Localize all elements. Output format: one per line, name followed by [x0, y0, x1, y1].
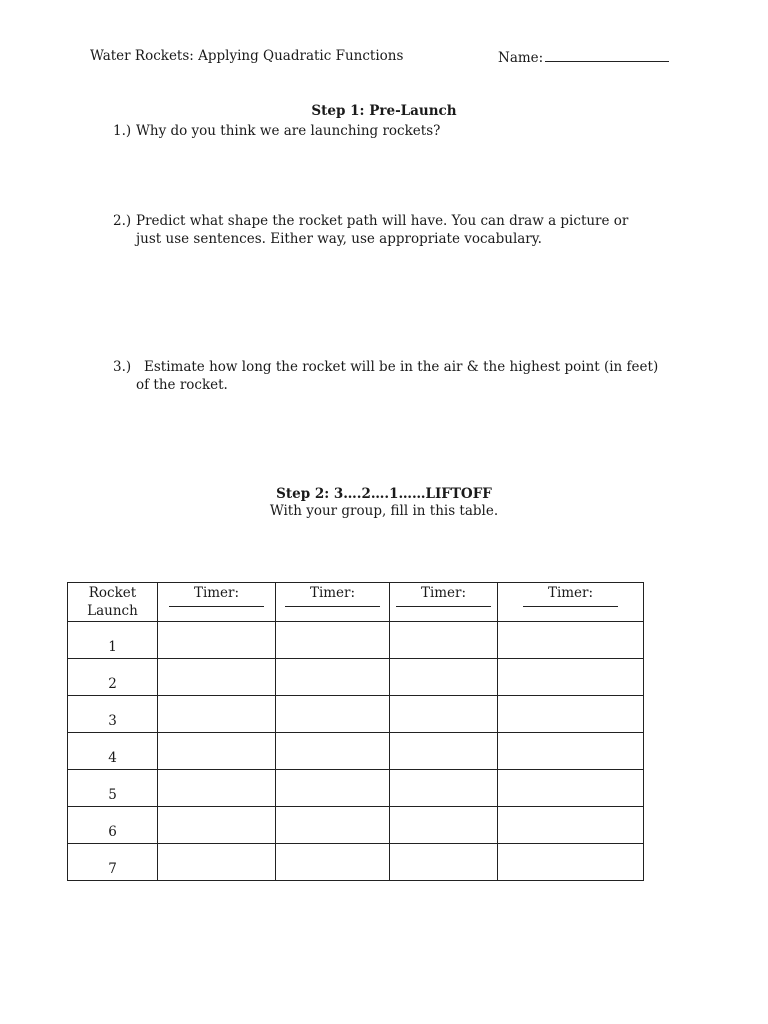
question-1-text: Why do you think we are launching rockets? [136, 123, 441, 139]
step2-instruction: With your group, fill in this table. [269, 503, 499, 519]
timer-cell[interactable] [390, 659, 498, 696]
timer-cell[interactable] [390, 622, 498, 659]
timer-cell[interactable] [498, 696, 644, 733]
timer-cell[interactable] [390, 844, 498, 881]
timer-label: Timer: [547, 585, 594, 601]
timer-cell[interactable] [158, 733, 276, 770]
timer-cell[interactable] [498, 733, 644, 770]
timer-name-blank[interactable] [396, 606, 491, 607]
table-header-row [68, 583, 644, 622]
launch-number-cell [68, 807, 158, 844]
timer-cell[interactable] [276, 659, 390, 696]
timer-label: Timer: [309, 585, 356, 601]
launch-number: 7 [108, 861, 117, 877]
table-row [68, 733, 644, 770]
timer-header-2[interactable] [276, 583, 390, 622]
launch-number-cell [68, 622, 158, 659]
timer-header-1[interactable] [158, 583, 276, 622]
timer-cell[interactable] [390, 807, 498, 844]
question-1-number: 1.) [113, 123, 132, 139]
timer-cell[interactable] [498, 807, 644, 844]
question-2-number: 2.) [113, 213, 132, 229]
launch-number: 5 [108, 787, 117, 803]
launch-number-cell [68, 733, 158, 770]
launch-number-cell [68, 844, 158, 881]
timer-cell[interactable] [158, 696, 276, 733]
question-1 [0, 122, 768, 142]
table-row [68, 807, 644, 844]
launch-table [67, 582, 644, 881]
step1-heading: Step 1: Pre-Launch [311, 103, 457, 119]
table-row [68, 844, 644, 881]
timer-cell[interactable] [158, 622, 276, 659]
name-field[interactable] [498, 48, 669, 66]
name-blank-line[interactable] [545, 48, 669, 62]
timer-cell[interactable] [498, 622, 644, 659]
timer-cell[interactable] [390, 770, 498, 807]
launch-number: 6 [108, 824, 117, 840]
table-row [68, 622, 644, 659]
rocket-launch-header-line1: Rocket [88, 585, 137, 601]
timer-cell[interactable] [158, 844, 276, 881]
timer-cell[interactable] [390, 696, 498, 733]
question-3-text: Estimate how long the rocket will be in the air & the highest point (in feet) of the rocket. [136, 359, 659, 393]
timer-cell[interactable] [276, 622, 390, 659]
timer-cell[interactable] [158, 659, 276, 696]
table-row [68, 770, 644, 807]
question-3 [0, 358, 768, 398]
step2-heading: Step 2: 3….2….1……LIFTOFF [276, 486, 492, 502]
timer-label: Timer: [420, 585, 467, 601]
timer-cell[interactable] [276, 844, 390, 881]
worksheet-title: Water Rockets: Applying Quadratic Functions [90, 48, 404, 64]
timer-header-4[interactable] [498, 583, 644, 622]
timer-cell[interactable] [276, 807, 390, 844]
table-row [68, 659, 644, 696]
timer-cell[interactable] [276, 733, 390, 770]
launch-number-cell [68, 696, 158, 733]
launch-number: 3 [108, 713, 117, 729]
timer-cell[interactable] [276, 696, 390, 733]
timer-name-blank[interactable] [285, 606, 380, 607]
question-2-text: Predict what shape the rocket path will have. You can draw a picture or just use sentences. Either way, use appropriate vocabulary. [136, 213, 629, 247]
question-2 [0, 212, 768, 252]
launch-number: 2 [108, 676, 117, 692]
name-label: Name: [498, 50, 544, 66]
timer-cell[interactable] [276, 770, 390, 807]
timer-header-3[interactable] [390, 583, 498, 622]
question-3-number: 3.) [113, 359, 132, 375]
timer-label: Timer: [193, 585, 240, 601]
launch-number: 1 [108, 639, 117, 655]
timer-name-blank[interactable] [523, 606, 618, 607]
timer-name-blank[interactable] [169, 606, 264, 607]
rocket-launch-header-line2: Launch [87, 603, 138, 619]
timer-cell[interactable] [498, 844, 644, 881]
timer-cell[interactable] [498, 659, 644, 696]
table-row [68, 696, 644, 733]
timer-cell[interactable] [390, 733, 498, 770]
launch-number-cell [68, 770, 158, 807]
timer-cell[interactable] [498, 770, 644, 807]
launch-number-cell [68, 659, 158, 696]
timer-cell[interactable] [158, 770, 276, 807]
timer-cell[interactable] [158, 807, 276, 844]
launch-number: 4 [108, 750, 117, 766]
rocket-launch-header [68, 583, 158, 622]
